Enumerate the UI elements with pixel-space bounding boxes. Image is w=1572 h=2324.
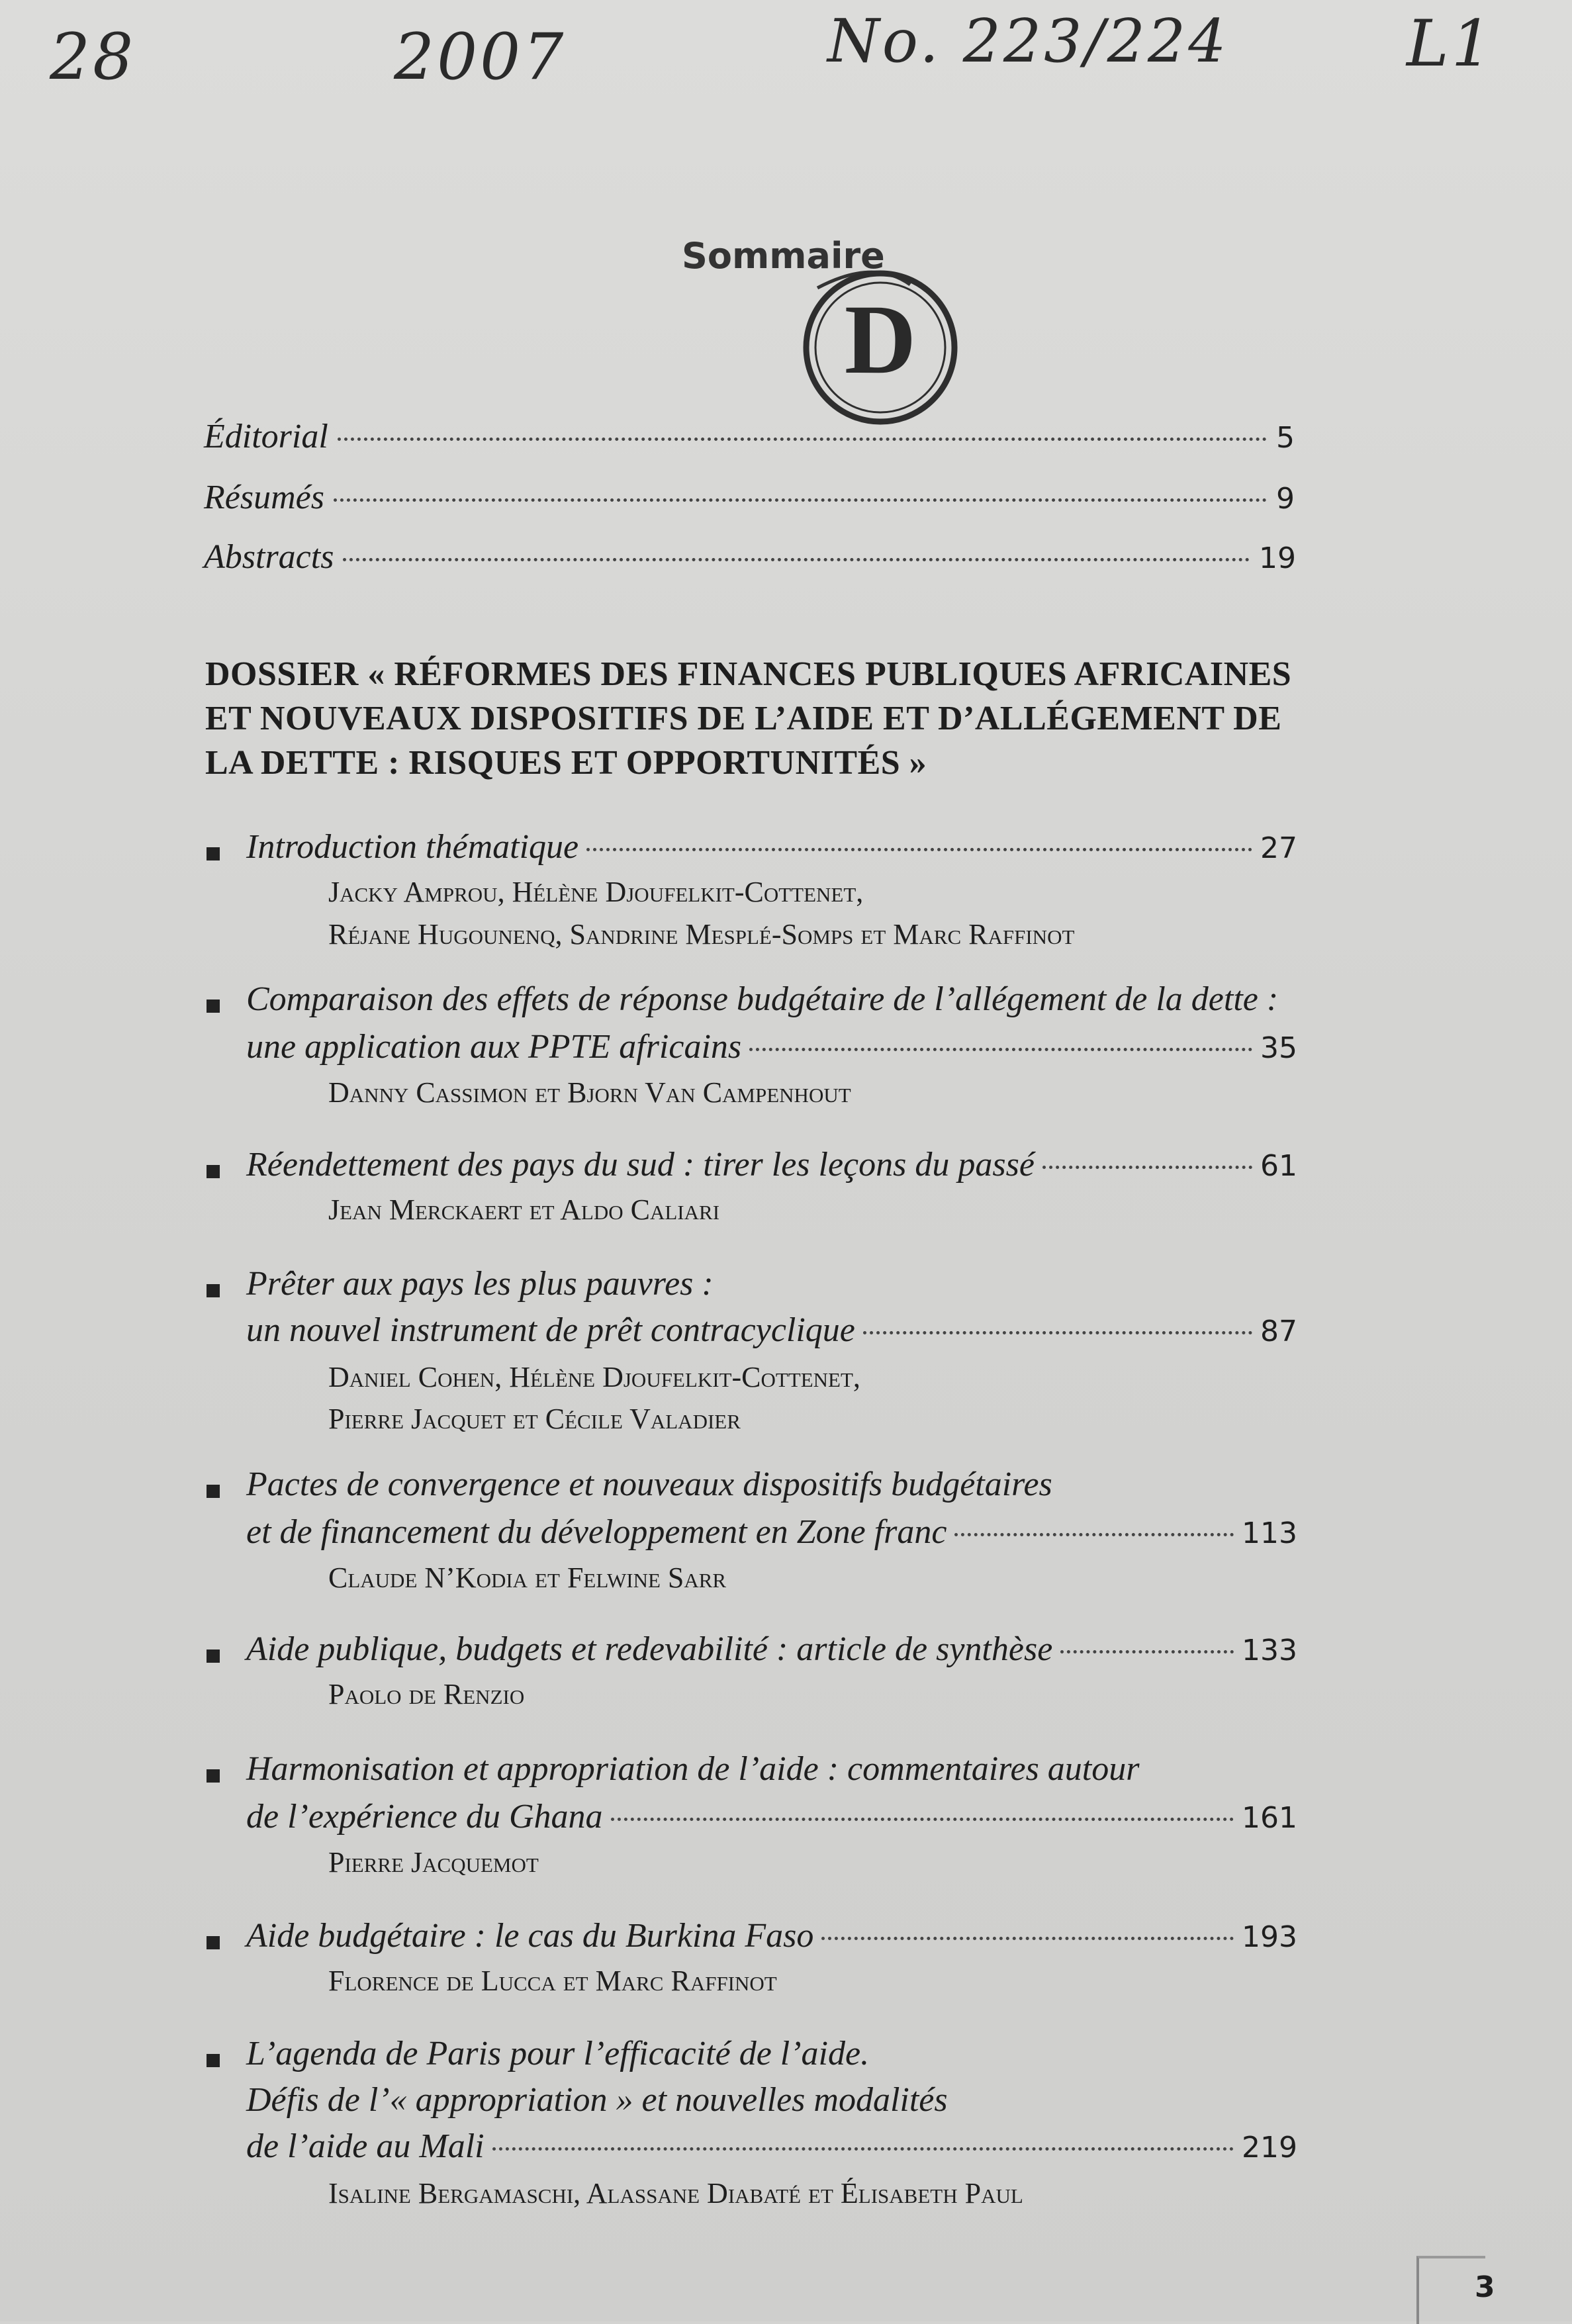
- leader-dots: [749, 1048, 1252, 1051]
- entry-title: Comparaison des effets de réponse budgétaire de l’allégement de la dette :: [246, 980, 1279, 1018]
- entry-page: 87: [1260, 1315, 1297, 1348]
- bullet-icon: [207, 1165, 220, 1178]
- entry-title: Défis de l’« appropriation » et nouvelles modalités: [246, 2081, 948, 2119]
- logo-letter: D: [844, 285, 917, 395]
- entry-title-text: Introduction thématique: [246, 828, 579, 866]
- entry-title: Harmonisation et appropriation de l’aide : commentaires autour: [246, 1750, 1140, 1788]
- entry-page: 27: [1260, 831, 1297, 865]
- d-logo-icon: [794, 261, 966, 434]
- entry-title-text: Réendettement des pays du sud : tirer les leçons du passé: [246, 1146, 1035, 1184]
- handwritten-year: 2007: [394, 20, 567, 94]
- entry-page: 133: [1242, 1634, 1297, 1667]
- entry-title-text: Aide publique, budgets et redevabilité : article de synthèse: [246, 1630, 1053, 1668]
- entry-title: L’agenda de Paris pour l’efficacité de l’aide.: [246, 2035, 870, 2072]
- entry-title: [246, 1630, 1297, 1669]
- entry-title: Prêter aux pays les plus pauvres :: [246, 1265, 714, 1303]
- entry-authors: Isaline Bergamaschi, Alassane Diabaté et Élisabeth Paul: [328, 2177, 1023, 2209]
- entry-title: [246, 827, 1297, 866]
- toc-resumes: [204, 478, 1295, 517]
- entry-page: 219: [1242, 2131, 1297, 2164]
- toc-abstracts: [204, 537, 1296, 577]
- toc-editorial: [204, 417, 1295, 456]
- entry-title: Pactes de convergence et nouveaux dispositifs budgétaires: [246, 1465, 1052, 1503]
- entry-authors: Réjane Hugounenq, Sandrine Mesplé-Somps et Marc Raffinot: [328, 918, 1075, 951]
- handwritten-number-right: L1: [1407, 7, 1495, 81]
- toc-page: 5: [1276, 421, 1295, 455]
- entry-authors: Jean Merckaert et Aldo Caliari: [328, 1193, 720, 1226]
- entry-title: [246, 2127, 1297, 2166]
- entry-page: 193: [1242, 1920, 1297, 1954]
- leader-dots: [343, 558, 1250, 561]
- entry-authors: Florence de Lucca et Marc Raffinot: [328, 1965, 777, 1997]
- entry-page: 161: [1242, 1801, 1297, 1835]
- entry-title-text: de l’aide au Mali: [246, 2127, 485, 2165]
- dossier-line: DOSSIER « RÉFORMES DES FINANCES PUBLIQUES AFRICAINES: [205, 655, 1292, 693]
- entry-title: [246, 1797, 1297, 1836]
- entry-title-text: un nouvel instrument de prêt contracyclique: [246, 1311, 855, 1349]
- bullet-icon: [207, 2054, 220, 2067]
- entry-page: 35: [1260, 1031, 1297, 1065]
- entry-title: [246, 1145, 1297, 1184]
- sommaire-title: Sommaire: [682, 235, 885, 277]
- leader-dots: [954, 1533, 1234, 1536]
- entry-title: [246, 1027, 1297, 1066]
- entry-title-text: de l’expérience du Ghana: [246, 1798, 603, 1836]
- leader-dots: [821, 1937, 1234, 1940]
- entry-title-text: une application aux PPTE africains: [246, 1028, 742, 1066]
- entry-authors: Daniel Cohen, Hélène Djoufelkit-Cottenet,: [328, 1361, 860, 1393]
- toc-title: Résumés: [204, 479, 324, 516]
- bullet-icon: [207, 1650, 220, 1663]
- page-number: 3: [1475, 2270, 1495, 2304]
- leader-dots: [611, 1818, 1234, 1821]
- toc-page: 9: [1276, 482, 1295, 516]
- dossier-line: LA DETTE : RISQUES ET OPPORTUNITÉS »: [205, 744, 927, 782]
- leader-dots: [586, 848, 1252, 851]
- entry-authors: Claude N’Kodia et Felwine Sarr: [328, 1561, 727, 1594]
- entry-title: [246, 1311, 1297, 1350]
- leader-dots: [334, 498, 1267, 502]
- bullet-icon: [207, 1769, 220, 1783]
- entry-title-text: et de financement du développement en Zone franc: [246, 1513, 947, 1551]
- entry-authors: Pierre Jacquet et Cécile Valadier: [328, 1403, 741, 1435]
- leader-dots: [863, 1331, 1252, 1334]
- bullet-icon: [207, 847, 220, 860]
- entry-authors: Pierre Jacquemot: [328, 1846, 539, 1879]
- entry-title: [246, 1512, 1297, 1552]
- bullet-icon: [207, 1284, 220, 1297]
- handwritten-issue-number: No. 223/224: [827, 7, 1229, 76]
- entry-page: 113: [1242, 1516, 1297, 1550]
- entry-authors: Jacky Amprou, Hélène Djoufelkit-Cottenet,: [328, 876, 864, 908]
- bullet-icon: [207, 1936, 220, 1949]
- dossier-line: ET NOUVEAUX DISPOSITIFS DE L’AIDE ET D’ALLÉGEMENT DE: [205, 700, 1282, 737]
- entry-title-text: Aide budgétaire : le cas du Burkina Faso: [246, 1917, 814, 1955]
- bullet-icon: [207, 999, 220, 1013]
- toc-title: Abstracts: [204, 538, 334, 576]
- leader-dots: [1042, 1166, 1252, 1169]
- entry-authors: Paolo de Renzio: [328, 1678, 525, 1710]
- leader-dots: [492, 2147, 1234, 2151]
- toc-page: 19: [1259, 541, 1296, 575]
- entry-authors: Danny Cassimon et Bjorn Van Campenhout: [328, 1076, 851, 1109]
- leader-dots: [1060, 1650, 1234, 1653]
- bullet-icon: [207, 1485, 220, 1498]
- entry-title: [246, 1916, 1297, 1955]
- toc-title: Éditorial: [204, 418, 328, 455]
- dossier-heading: [205, 652, 1383, 785]
- leader-dots: [338, 438, 1267, 441]
- entry-page: 61: [1260, 1149, 1297, 1183]
- handwritten-number-left: 28: [50, 20, 136, 94]
